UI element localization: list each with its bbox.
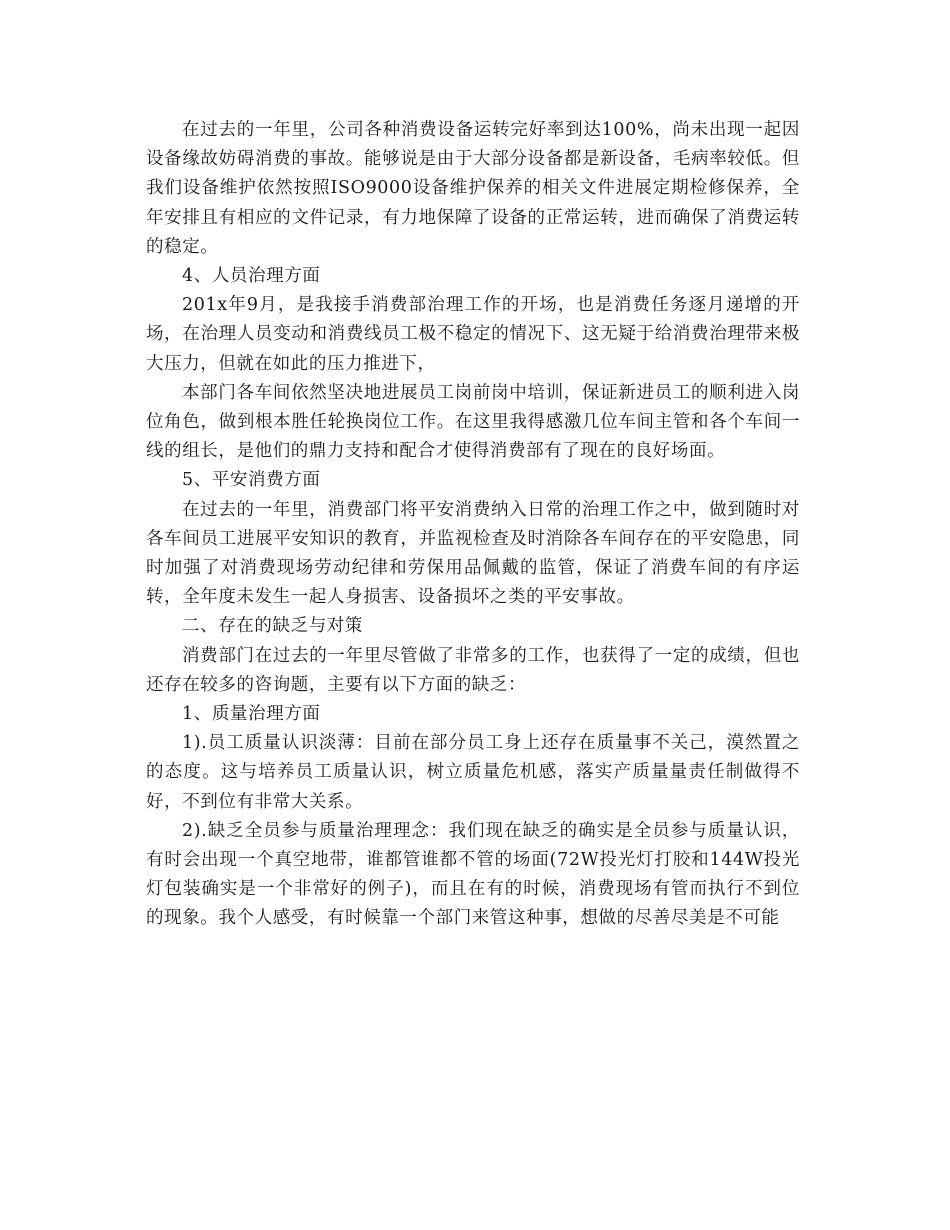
document-body bbox=[146, 116, 800, 934]
paragraph-personnel: 201x年9月，是我接手消费部治理工作的开场，也是消费任务逐月递增的开场，在治理人员变动和消费线员工极不稳定的情况下、这无疑于给消费治理带来极大压力，但就在如此的压力推进下， bbox=[146, 295, 800, 374]
heading-quality: 1、质量治理方面 bbox=[182, 704, 321, 725]
paragraph-shortcomings-intro: 消费部门在过去的一年里尽管做了非常多的工作，也获得了一定的成绩，但也还存在较多的咨询题，主要有以下方面的缺乏： bbox=[146, 645, 800, 695]
paragraph-quality-participation: 2).缺乏全员参与质量治理理念：我们现在缺乏的确实是全员参与质量认识，有时会出现一个真空地带，谁都管谁都不管的场面(72W投光灯打胶和144W投光灯包装确实是一个非常好的例子)，而且在有的时候，消费现场有管而执行不到位的现象。我个人感受，有时候靠一个部门来管这种事，想做的尽善尽美是不可能 bbox=[146, 820, 800, 929]
paragraph-training: 本部门各车间依然坚决地进展员工岗前岗中培训，保证新进员工的顺利进入岗位角色，做到根本胜任轮换岗位工作。在这里我得感激几位车间主管和各个车间一线的组长，是他们的鼎力支持和配合才使得消费部有了现在的良好场面。 bbox=[146, 382, 800, 462]
heading-personnel: 4、人员治理方面 bbox=[182, 266, 321, 287]
paragraph-safety: 在过去的一年里，消费部门将平安消费纳入日常的治理工作之中，做到随时对各车间员工进展平安知识的教育，并监视检查及时消除各车间存在的平安隐患，同时加强了对消费现场劳动纪律和劳保用品佩戴的监管，保证了消费车间的有序运转，全年度未发生一起人身损害、设备损坏之类的平安事故。 bbox=[146, 499, 800, 608]
paragraph-quality-awareness: 1).员工质量认识淡薄：目前在部分员工身上还存在质量事不关己，漠然置之的态度。这与培养员工质量认识，树立质量危机感，落实产质量量责任制做得不好，不到位有非常大关系。 bbox=[146, 733, 800, 812]
paragraph-equipment: 在过去的一年里，公司各种消费设备运转完好率到达100%，尚未出现一起因设备缘故妨碍消费的事故。能够说是由于大部分设备都是新设备，毛病率较低。但我们设备维护依然按照ISO9000设备维护保养的相关文件进展定期检修保养，全年安排且有相应的文件记录，有力地保障了设备的正常运转，进而确保了消费运转的稳定。 bbox=[146, 120, 800, 257]
heading-shortcomings: 二、存在的缺乏与对策 bbox=[182, 616, 363, 637]
heading-safety: 5、平安消费方面 bbox=[182, 470, 321, 491]
